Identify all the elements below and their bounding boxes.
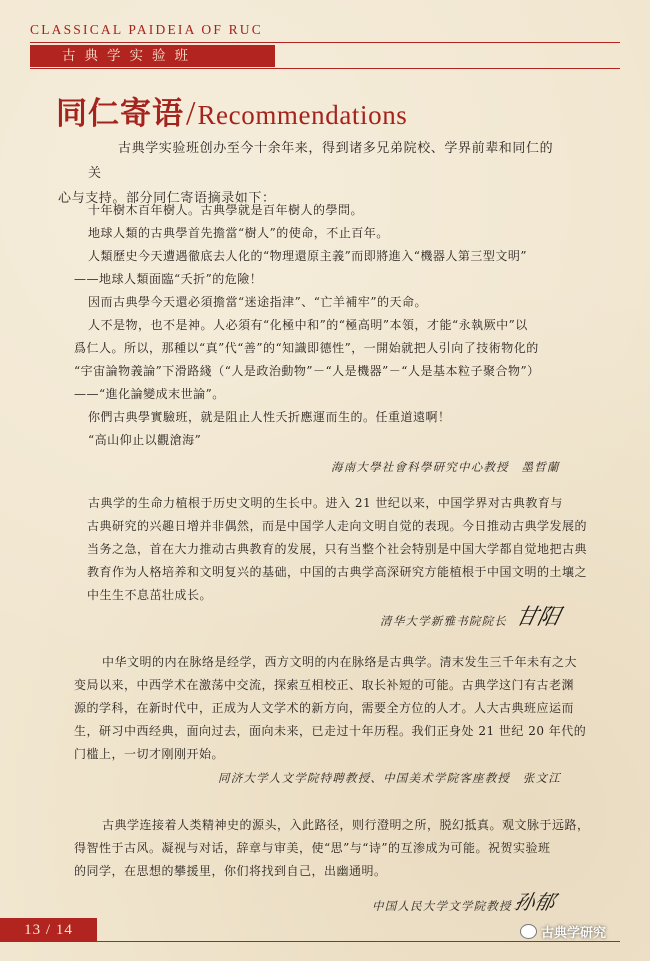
signature-sunyu: 中国人民大学文学院教授	[372, 899, 512, 913]
header-bottom-rule	[30, 68, 620, 69]
quote-line: 源的学科，在新时代中，正成为人文学术的新方向，需要全方位的人才。人大古典班应运而	[74, 701, 575, 715]
quote-line: “高山仰止以觀滄海”	[88, 433, 202, 447]
quote-ganyang	[88, 492, 587, 607]
quote-line: 十年樹木百年樹人。古典學就是百年樹人的學問。	[88, 203, 364, 217]
quote-mozhelan	[74, 199, 540, 452]
quote-sunyu	[74, 814, 590, 883]
quote-line: 得智性于古风。凝视与对话，辞章与审美，使“思”与“诗”的互渗成为可能。祝贺实验班	[74, 841, 551, 855]
signature-ganyang: 清华大学新雅书院院长	[380, 614, 507, 628]
page-title-en: Recommendations	[197, 100, 408, 130]
header-english-title: CLASSICAL PAIDEIA OF RUC	[30, 22, 263, 37]
quote-line: 你們古典學實驗班，就是阻止人性夭折應運而生的。任重道遠啊！	[88, 410, 451, 424]
watermark-text: 古典学研究	[541, 926, 607, 941]
quote-line: 因而古典學今天還必須擔當“迷途指津”、“亡羊補牢”的天命。	[88, 295, 428, 309]
signature-mozhelan: 海南大學社會科學研究中心教授 墨哲蘭	[331, 460, 560, 474]
quote-line: ——地球人類面臨“夭折”的危險！	[74, 272, 263, 286]
quote-line: 门槛上，一切才刚刚开始。	[74, 747, 225, 761]
header-top-rule	[30, 42, 620, 43]
quote-line: 古典学的生命力植根于历史文明的生长中。进入 21 世纪以来，中国学界对古典教育与	[88, 496, 563, 510]
wechat-icon	[520, 924, 537, 939]
quote-line: 爲仁人。所以，那種以“真”代“善”的“知識即德性”，一開始就把人引向了技術物化的	[74, 341, 539, 355]
handwritten-signature-ganyang: 甘阳	[512, 605, 563, 630]
intro-line: 古典学实验班创办至今十余年来，得到诸多兄弟院校、学界前辈和同仁的关	[88, 141, 554, 181]
quote-zhangwenjiang	[74, 651, 587, 766]
quote-line: 的同学，在思想的攀援里，你们将找到自己，出幽通明。	[74, 864, 387, 878]
page-title-slash: /	[186, 95, 196, 132]
quote-line: 教育作为人格培养和文明复兴的基础，中国的古典学高深研究方能植根于中国文明的土壤之	[87, 565, 588, 579]
page-title	[56, 88, 407, 133]
quote-line: 当务之急，首在大力推动古典教育的发展，只有当整个社会特别是中国大学都自觉地把古典	[87, 542, 588, 556]
quote-line: 中生生不息茁壮成长。	[87, 588, 213, 602]
signature-zhangwenjiang: 同济大学人文学院特聘教授、中国美术学院客座教授 张文江	[218, 771, 561, 785]
header-chinese-title-bar: 古典学实验班	[30, 45, 275, 67]
intro-line: 心与支持。部分同仁寄语摘录如下：	[58, 191, 276, 206]
footer-rule	[97, 941, 620, 942]
quote-line: 古典学连接着人类精神史的源头，入此路径，则行澄明之所，脱幻抵真。观文脉于远路，	[102, 818, 590, 832]
quote-line: 古典研究的兴趣日增并非偶然，而是中国学人走向文明自觉的表现。今日推动古典学发展的	[87, 519, 588, 533]
quote-line: 生，研习中西经典，面向过去，面向未来，已走过十年历程。我们正身处 21 世纪 20 年代的	[74, 724, 587, 738]
watermark	[520, 922, 606, 941]
quote-line: ——“進化論變成末世論”。	[74, 387, 225, 401]
quote-line: 人不是物，也不是神。人必須有“化極中和”的“極高明”本領，才能“永執厥中”以	[88, 318, 528, 332]
quote-line: 人類歷史今天遭遇徹底去人化的“物理還原主義”而即將進入“機器人第三型文明”	[88, 249, 528, 263]
handwritten-signature-sunyu: 孙郁	[512, 890, 558, 914]
quote-line: 中华文明的内在脉络是经学，西方文明的内在脉络是古典学。清末发生三千年未有之大	[102, 655, 578, 669]
page-title-zh: 同仁寄语	[56, 96, 184, 132]
quote-line: 地球人類的古典學首先擔當“樹人”的使命，不止百年。	[88, 226, 389, 240]
quote-line: “宇宙論物義論”下滑路綫（“人是政治動物”－“人是機器”－“人是基本粒子聚合物”）	[74, 364, 540, 378]
quote-line: 变局以来，中西学术在激荡中交流，探索互相校正、取长补短的可能。古典学这门有古老渊	[74, 678, 575, 692]
page-number: 13 / 14	[0, 918, 97, 942]
